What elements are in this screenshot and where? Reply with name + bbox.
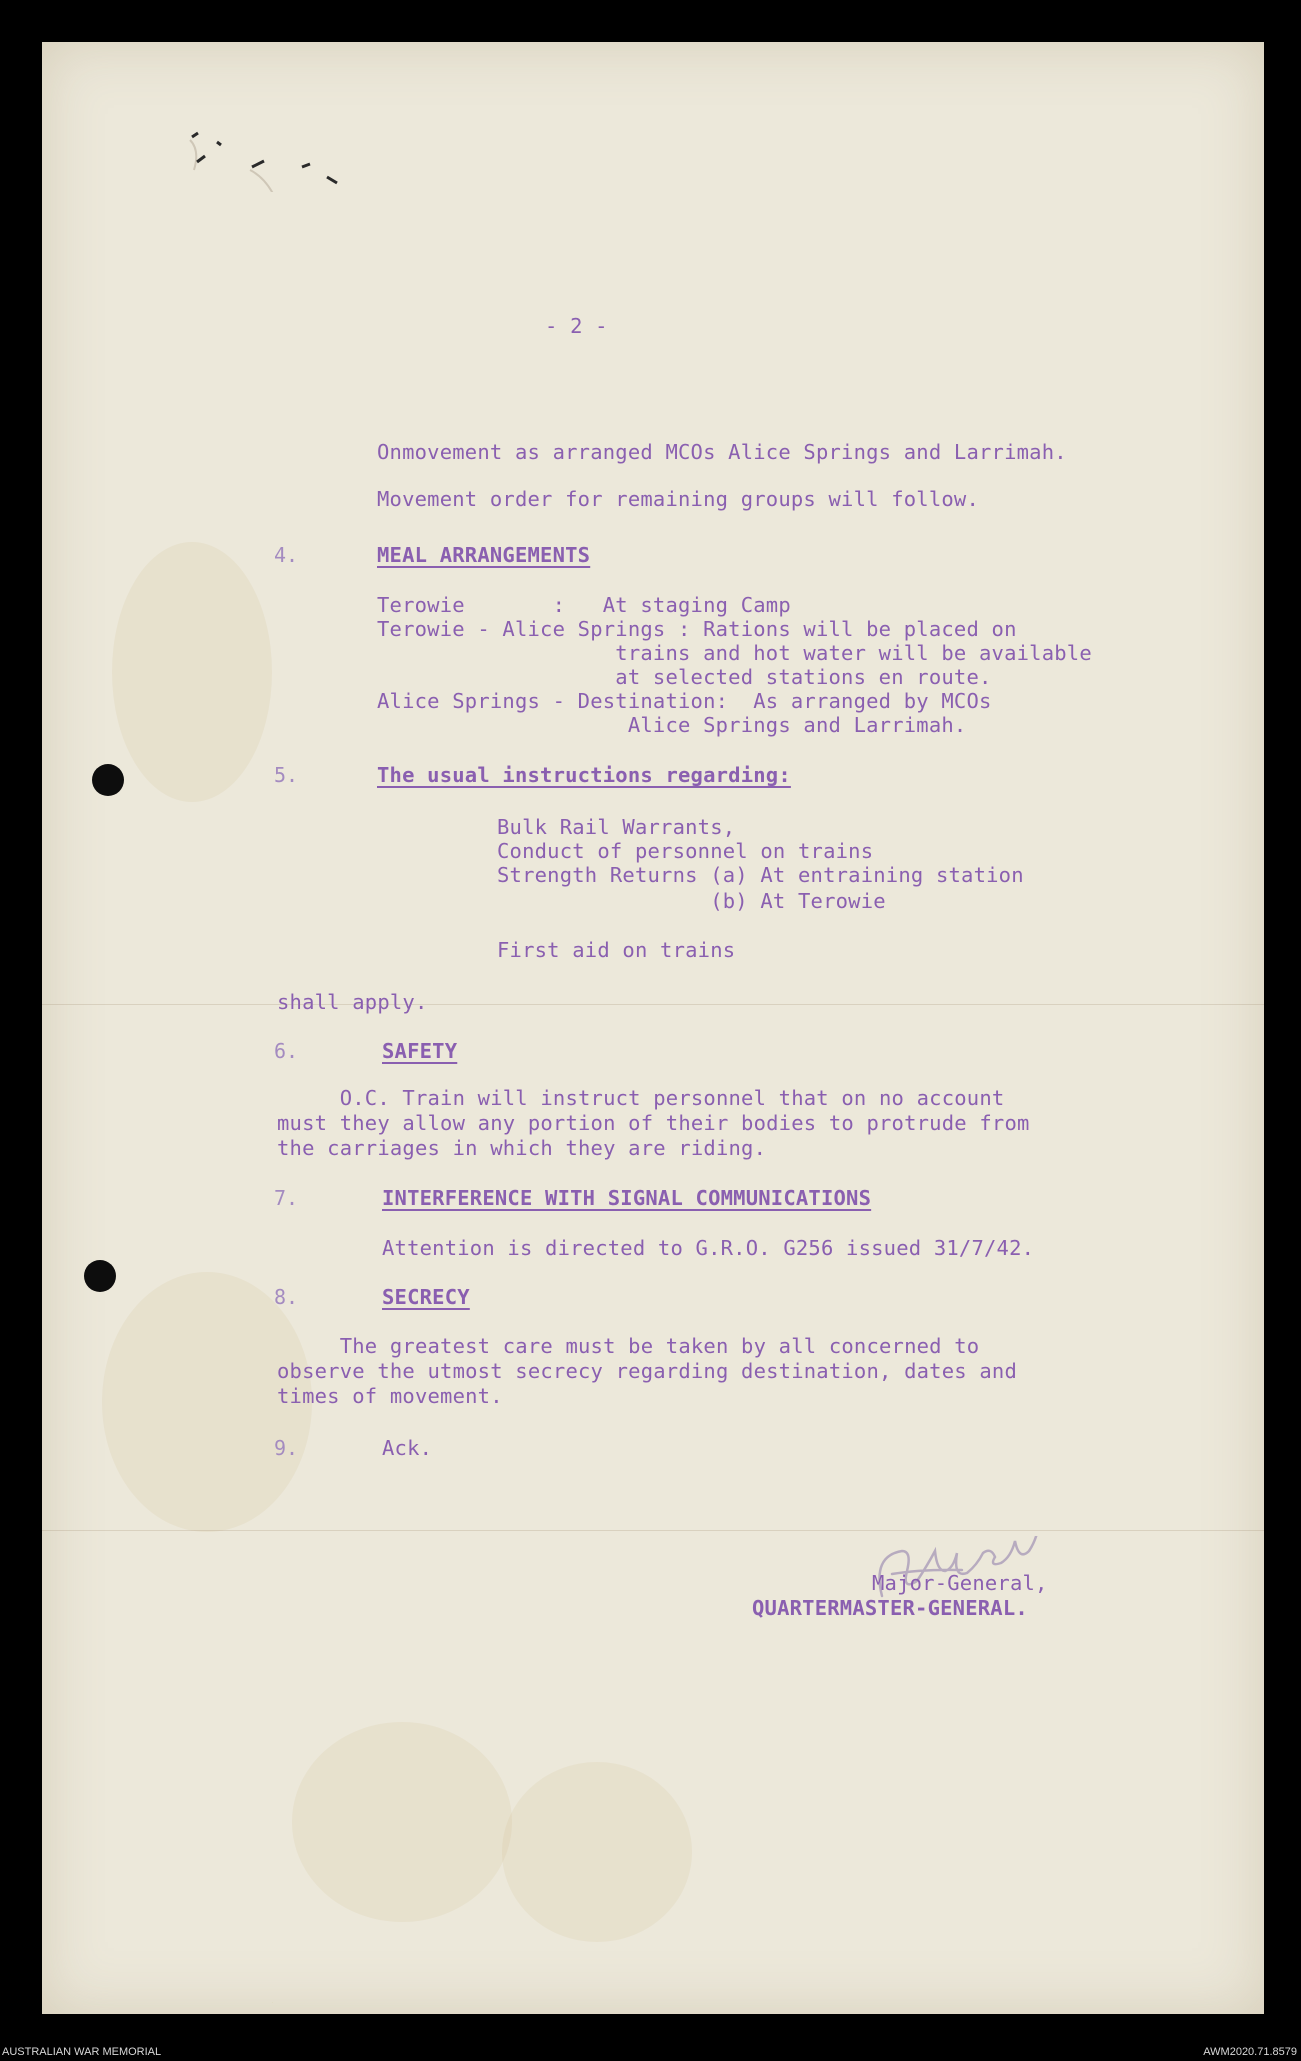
section-heading: INTERFERENCE WITH SIGNAL COMMUNICATIONS <box>382 1186 872 1210</box>
section-heading: MEAL ARRANGEMENTS <box>377 543 591 567</box>
section-number: 9. <box>274 1436 299 1460</box>
water-stain <box>502 1762 692 1942</box>
section-heading: SAFETY <box>382 1039 458 1063</box>
intro-line: Onmovement as arranged MCOs Alice Springs and Larrimah. <box>377 440 1067 464</box>
meal-line: Alice Springs and Larrimah. <box>377 713 967 737</box>
section-number: 6. <box>274 1039 299 1063</box>
document-page <box>42 42 1264 2014</box>
safety-line: O.C. Train will instruct personnel that on no account <box>277 1086 1005 1110</box>
punch-hole <box>92 764 124 796</box>
section-number: 8. <box>274 1285 299 1309</box>
meal-line: Terowie - Alice Springs : Rations will be placed on <box>377 617 1017 641</box>
secrecy-line: times of movement. <box>277 1384 503 1408</box>
instruction-item: Conduct of personnel on trains <box>497 839 874 863</box>
meal-line: trains and hot water will be available <box>377 641 1092 665</box>
instruction-item: Bulk Rail Warrants, <box>497 815 736 839</box>
footer-institution: AUSTRALIAN WAR MEMORIAL <box>2 2046 162 2058</box>
interference-text: Attention is directed to G.R.O. G256 issued 31/7/42. <box>382 1236 1035 1260</box>
signatory-title: QUARTERMASTER-GENERAL. <box>752 1596 1028 1620</box>
intro-line: Movement order for remaining groups will follow. <box>377 487 980 511</box>
meal-line: at selected stations en route. <box>377 665 992 689</box>
instruction-item: (b) At Terowie <box>497 889 886 913</box>
instruction-item: Strength Returns (a) At entraining station <box>497 863 1024 887</box>
page-number: - 2 - <box>545 314 608 338</box>
section-number: 4. <box>274 543 299 567</box>
section-heading: The usual instructions regarding: <box>377 763 791 787</box>
fold-line <box>42 1530 1264 1531</box>
secrecy-line: The greatest care must be taken by all concerned to <box>277 1334 980 1358</box>
safety-line: the carriages in which they are riding. <box>277 1136 767 1160</box>
fold-line <box>42 1004 1264 1005</box>
signatory-rank: Major-General, <box>872 1571 1048 1595</box>
section-heading: SECRECY <box>382 1285 470 1309</box>
meal-line: Terowie : At staging Camp <box>377 593 791 617</box>
acknowledge-text: Ack. <box>382 1436 433 1460</box>
water-stain <box>112 542 272 802</box>
punch-hole <box>84 1260 116 1292</box>
secrecy-line: observe the utmost secrecy regarding destination, dates and <box>277 1359 1017 1383</box>
water-stain <box>292 1722 512 1922</box>
instruction-item: First aid on trains <box>497 938 736 962</box>
safety-line: must they allow any portion of their bodies to protrude from <box>277 1111 1030 1135</box>
staple-marks <box>142 92 482 192</box>
meal-line: Alice Springs - Destination: As arranged by MCOs <box>377 689 992 713</box>
instruction-closing: shall apply. <box>277 990 428 1014</box>
footer-accession-number: AWM2020.71.8579 <box>1203 2046 1297 2058</box>
section-number: 5. <box>274 763 299 787</box>
section-number: 7. <box>274 1186 299 1210</box>
